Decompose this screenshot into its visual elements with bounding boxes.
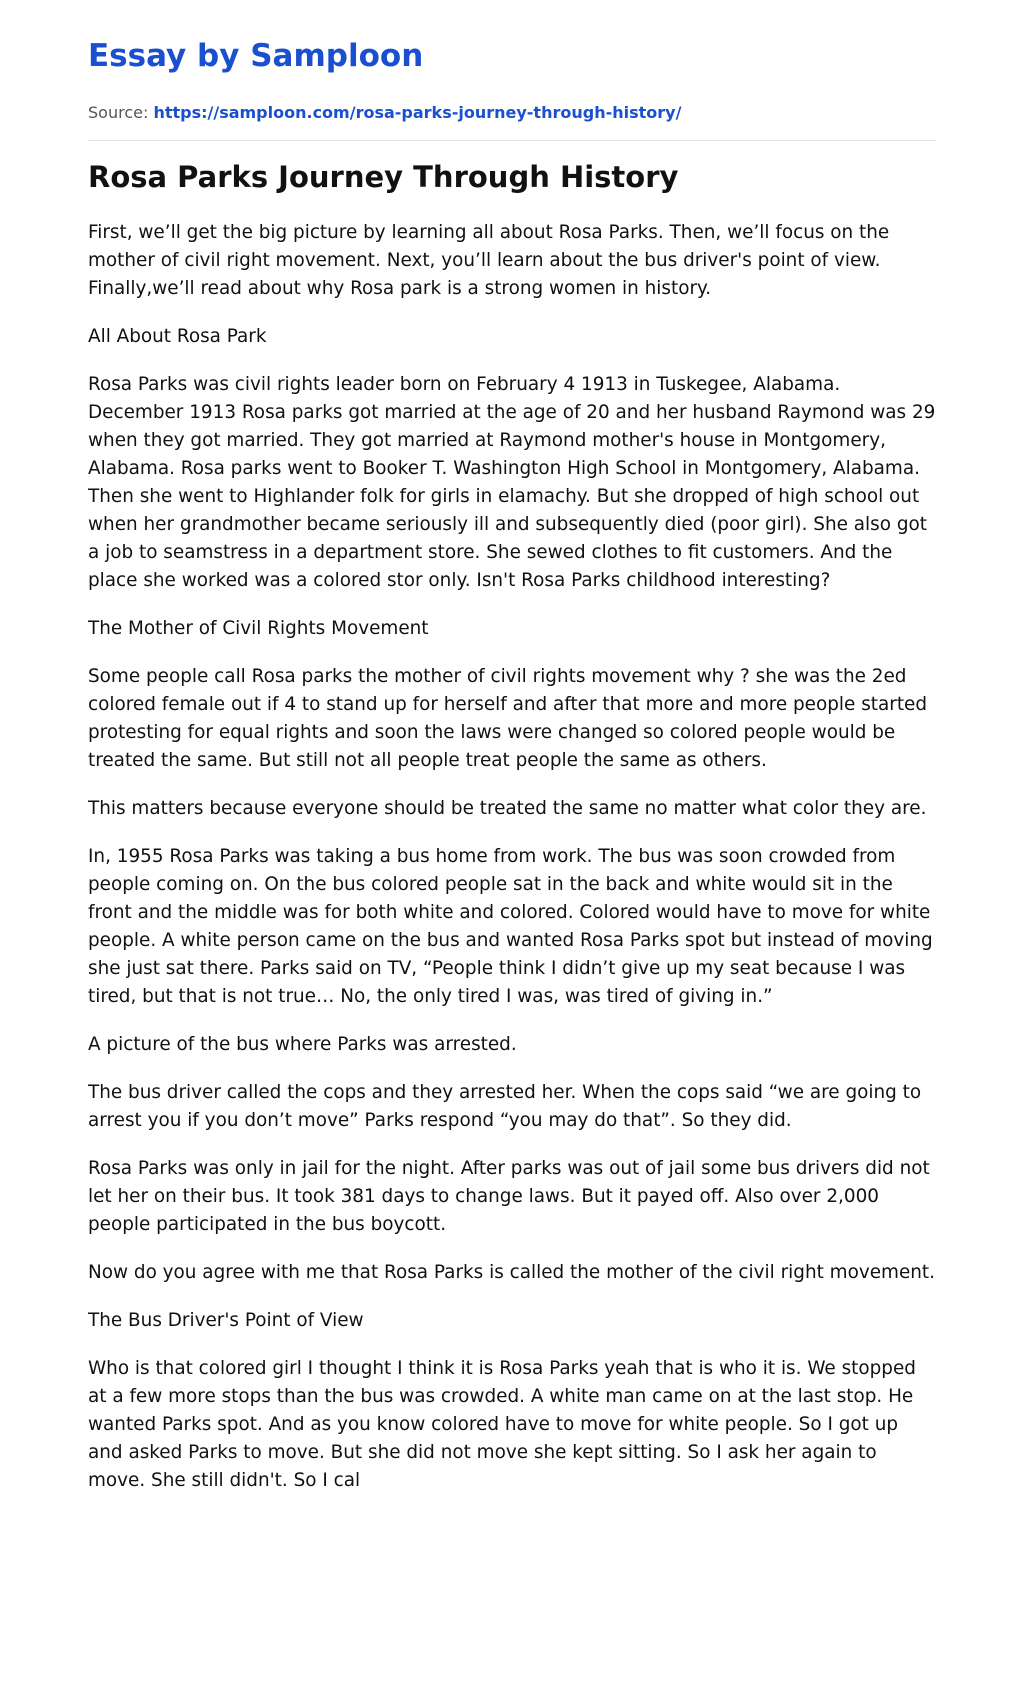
section-heading-mother-of-movement: The Mother of Civil Rights Movement — [88, 618, 429, 639]
paragraph-intro: First, we’ll get the big picture by learning all about Rosa Parks. Then, we’ll focus on the mother of civil right movement. Next, you’ll learn about the bus driver's point of view. Finally,we’ll read about why Rosa park is a strong women in history. — [88, 222, 890, 299]
header-divider — [88, 140, 936, 141]
paragraph-why-it-matters: This matters because everyone should be treated the same no matter what color they are. — [88, 798, 927, 819]
site-brand[interactable]: Essay by Samploon — [88, 38, 424, 74]
paragraph-bus-1955: In, 1955 Rosa Parks was taking a bus home from work. The bus was soon crowded from people coming on. On the bus colored people sat in the back and white would sit in the front and the middle was for both white and colored. Colored would have to move for white people. A white person came on the bus and wanted Rosa Parks spot but instead of moving she just sat there. Parks said on TV, “People think I didn’t give up my seat because I was tired, but that is not true… No, the only tired I was, was tired of giving in.” — [88, 846, 933, 1007]
article-body — [88, 219, 936, 1495]
paragraph-arrest: The bus driver called the cops and they arrested her. When the cops said “we are going to arrest you if you don’t move” Parks respond “you may do that”. So they did. — [88, 1082, 922, 1131]
source-label: Source: — [88, 103, 149, 122]
section-heading-all-about: All About Rosa Park — [88, 326, 267, 347]
article-title: Rosa Parks Journey Through History — [88, 160, 679, 194]
paragraph-bus-picture-caption: A picture of the bus where Parks was arrested. — [88, 1034, 517, 1055]
paragraph-jail-boycott: Rosa Parks was only in jail for the night. After parks was out of jail some bus drivers did not let her on their bus. It took 381 days to change laws. But it payed off. Also over 2,000 people participated in the bus boycott. — [88, 1158, 930, 1235]
source-link[interactable]: https://samploon.com/rosa-parks-journey-through-history/ — [153, 103, 682, 122]
paragraph-mother-of-movement: Some people call Rosa parks the mother of civil rights movement why ? she was the 2ed colored female out if 4 to stand up for herself and after that more and more people started protesting for equal rights and soon the laws were changed so colored people would be treated the same. But still not all people treat people the same as others. — [88, 666, 928, 771]
paragraph-biography: Rosa Parks was civil rights leader born on February 4 1913 in Tuskegee, Alabama. December 1913 Rosa parks got married at the age of 20 and her husband Raymond was 29 when they got married. They got married at Raymond mother's house in Montgomery, Alabama. Rosa parks went to Booker T. Washington High School in Montgomery, Alabama. Then she went to Highlander folk for girls in elamachy. But she dropped of high school out when her grandmother became seriously ill and subsequently died (poor girl). She also got a job to seamstress in a department store. She sewed clothes to fit customers. And the place she worked was a colored stor only. Isn't Rosa Parks childhood interesting? — [88, 374, 936, 591]
source-line — [88, 102, 936, 124]
paragraph-bus-driver: Who is that colored girl I thought I think it is Rosa Parks yeah that is who it is. We stopped at a few more stops than the bus was crowded. A white man came on at the last stop. He wanted Parks spot. And as you know colored have to move for white people. So I got up and asked Parks to move. But she did not move she kept sitting. So I ask her again to move. She still didn't. So I cal — [88, 1358, 916, 1491]
paragraph-agree: Now do you agree with me that Rosa Parks is called the mother of the civil right movement. — [88, 1262, 935, 1283]
section-heading-bus-driver: The Bus Driver's Point of View — [88, 1310, 364, 1331]
